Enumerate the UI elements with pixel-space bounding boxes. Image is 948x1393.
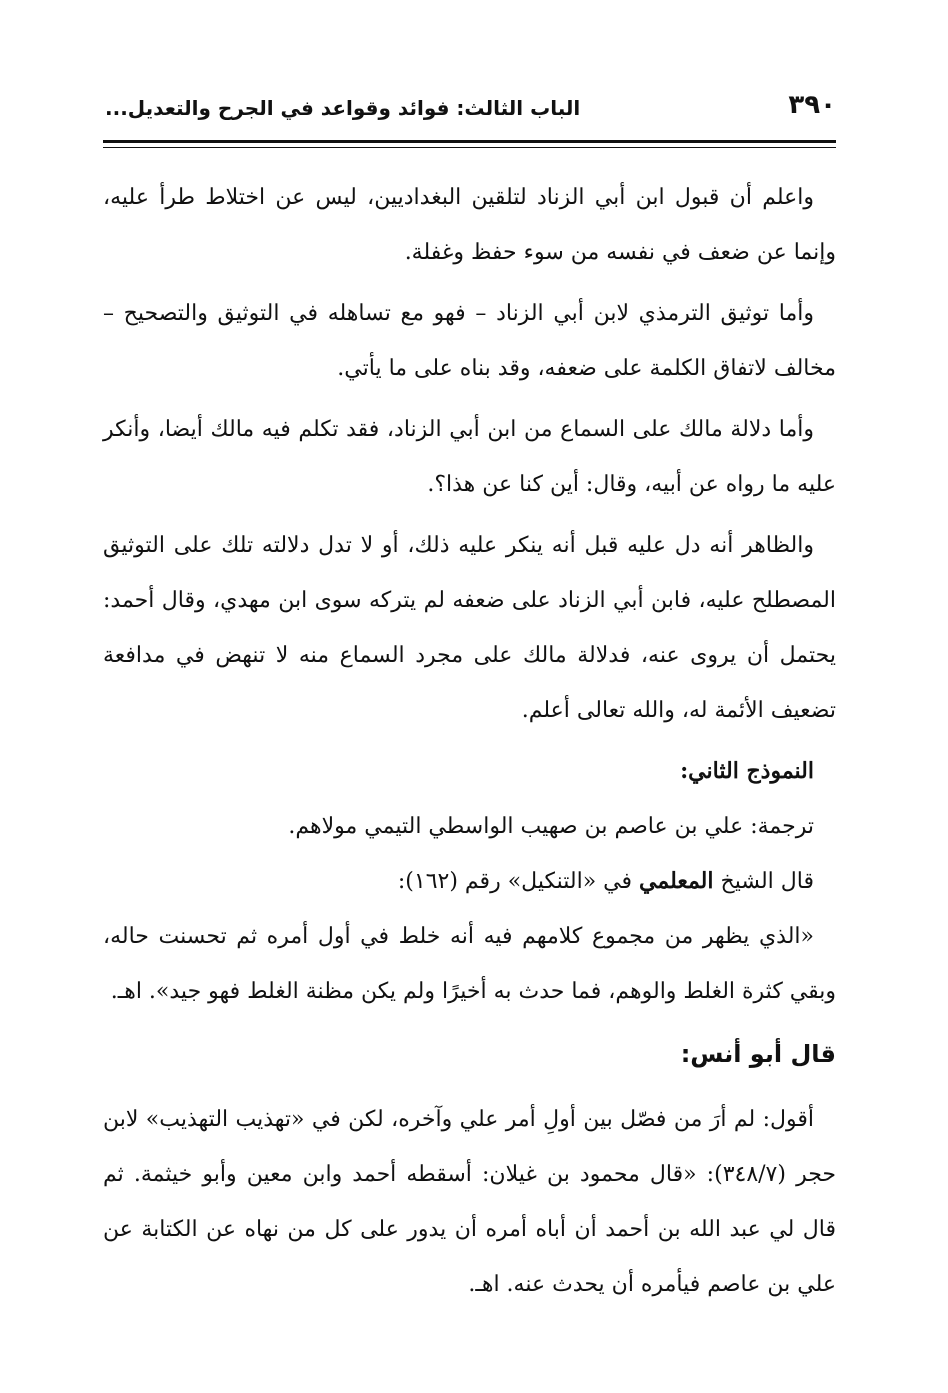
- sheikh-suffix: في «التنكيل» رقم (١٦٢):: [397, 869, 633, 894]
- paragraph-3: وأما دلالة مالك على السماع من ابن أبي الزناد، فقد تكلم فيه مالك أيضا، وأنكر عليه ما رواه عن أبيه، وقال: أين كنا عن هذا؟.: [103, 417, 836, 497]
- sheikh-name: المعلمي: [639, 868, 714, 894]
- paragraph-1: واعلم أن قبول ابن أبي الزناد لتلقين البغداديين، ليس عن اختلاط طرأ عليه، وإنما عن ضعف في نفسه من سوء حفظ وغفلة.: [103, 185, 836, 265]
- page-number: ٣٩٠: [788, 90, 836, 120]
- paragraph-2: وأما توثيق الترمذي لابن أبي الزناد – فهو مع تساهله في التوثيق والتصحيح – مخالف لاتفاق الكلمة على ضعفه، وقد بناه على ما يأتي.: [103, 301, 836, 381]
- sheikh-prefix: قال الشيخ: [720, 869, 814, 894]
- model-two-heading: النموذج الثاني:: [680, 758, 814, 784]
- running-title: الباب الثالث: فوائد وقواعد في الجرح والتعديل...: [105, 96, 581, 120]
- quote-paragraph: «الذي يظهر من مجموع كلامهم فيه أنه خلط في أول أمره ثم تحسنت حاله، وبقي كثرة الغلط والوهم، فما حدث به أخيرًا ولم يكن مظنة الغلط فهو جيد». اهـ.: [103, 924, 836, 1004]
- header-rule-thick: [103, 140, 836, 143]
- body-text: [103, 170, 836, 1318]
- paragraph-4: والظاهر أنه دل عليه قبل أنه ينكر عليه ذلك، أو لا تدل دلالته تلك على التوثيق المصطلح عليه، فابن أبي الزناد على ضعفه لم يتركه سوى ابن مهدي، وقال أحمد: يحتمل أن يروى عنه، فدلالة مالك على مجرد السماع منه لا تنهض في مدافعة تضعيف الأئمة له، والله تعالى أعلم.: [103, 533, 836, 723]
- header-rule-thin: [103, 147, 836, 148]
- abu-anas-heading: قال أبو أنس:: [680, 1040, 836, 1068]
- page-header: [105, 90, 836, 130]
- sheikh-citation-line: [103, 854, 836, 909]
- translation-line: ترجمة: علي بن عاصم بن صهيب الواسطي التيمي مولاهم.: [288, 814, 814, 839]
- final-paragraph: أقول: لم أرَ من فصّل بين أولِ أمر علي وآخره، لكن في «تهذيب التهذيب» لابن حجر (٣٤٨/٧): «قال محمود بن غيلان: أسقطه أحمد وابن معين وأبو خيثمة. ثم قال لي عبد الله بن أحمد أن أباه أمره أن يدور على كل من نهاه عن الكتابة عن علي بن عاصم فيأمره أن يحدث عنه. اهـ.: [103, 1107, 837, 1297]
